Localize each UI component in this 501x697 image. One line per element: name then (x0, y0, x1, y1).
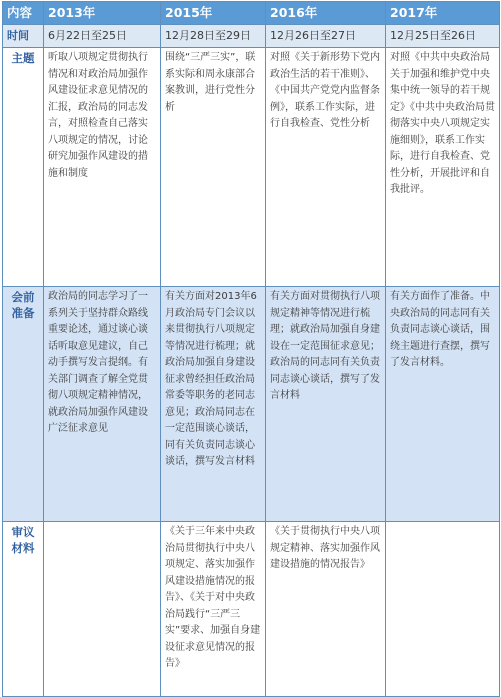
materials-cell-2015: 《关于三年来中央政治局贯彻执行中央八项规定、落实加强作风建设措施情况的报告》、《关于对中央政治局践行“三严三实”要求、加强自身建设征求意见情况的报告》 (161, 522, 266, 697)
topic-row (3, 48, 500, 287)
prep-cell-2016: 有关方面对贯彻执行八项规定精神等情况进行梳理；就政治局加强自身建设在一定范围征求意见；政治局的同志同有关负责同志谈心谈话，撰写了发言材料 (266, 287, 386, 522)
prep-cell-2015: 有关方面对2013年6月政治局专门会议以来贯彻执行八项规定等情况进行梳理；就政治局加强自身建设征求曾经担任政治局常委等职务的老同志意见；政治局同志在一定范围谈心谈话，同有关负责同志谈心谈话，撰写发言材料 (161, 287, 266, 522)
time-cell-2013: 6月22日至25日 (44, 25, 161, 48)
topic-cell-2017: 对照《中共中央政治局关于加强和维护党中央集中统一领导的若干规定》《中共中央政治局贯彻落实中央八项规定实施细则》，联系工作实际，进行自我检查、党性分析，开展批评和自我批评。 (386, 48, 500, 287)
row-label-topic: 主题 (3, 48, 44, 287)
topic-cell-2015: 围绕“三严三实”，联系实际和周永康部合案教训，进行党性分析 (161, 48, 266, 287)
time-cell-2015: 12月28日至29日 (161, 25, 266, 48)
comparison-table (2, 1, 500, 697)
materials-cell-2016: 《关于贯彻执行中央八项规定精神、落实加强作风建设措施的情况报告》 (266, 522, 386, 697)
header-year-2016: 2016年 (266, 2, 386, 25)
row-label-prep: 会前准备 (3, 287, 44, 522)
row-label-materials: 审议材料 (3, 522, 44, 697)
header-row (3, 2, 500, 25)
header-corner: 内容 (3, 2, 44, 25)
header-year-2017: 2017年 (386, 2, 500, 25)
time-row (3, 25, 500, 48)
time-cell-2016: 12月26日至27日 (266, 25, 386, 48)
topic-cell-2013: 听取八项规定贯彻执行情况和对政治局加强作风建设征求意见情况的汇报，政治局的同志发言，对照检查自己落实八项规定的情况，讨论研究加强作风建设的措施和制度 (44, 48, 161, 287)
prep-cell-2013: 政治局的同志学习了一系列关于坚持群众路线重要论述，通过谈心谈话听取意见建议，自己动手撰写发言提纲。有关部门调查了解全党贯彻八项规定精神情况，就政治局加强作风建设广泛征求意见 (44, 287, 161, 522)
time-cell-2017: 12月25日至26日 (386, 25, 500, 48)
prep-row (3, 287, 500, 522)
topic-cell-2016: 对照《关于新形势下党内政治生活的若干准则》、《中国共产党党内监督条例》，联系工作实际，进行自我检查、党性分析 (266, 48, 386, 287)
header-year-2015: 2015年 (161, 2, 266, 25)
prep-cell-2017: 有关方面作了准备。中央政治局的同志同有关负责同志谈心谈话，围绕主题进行查摆，撰写了发言材料。 (386, 287, 500, 522)
row-label-time: 时间 (3, 25, 44, 48)
header-year-2013: 2013年 (44, 2, 161, 25)
materials-cell-2017 (386, 522, 500, 697)
materials-row (3, 522, 500, 697)
materials-cell-2013 (44, 522, 161, 697)
